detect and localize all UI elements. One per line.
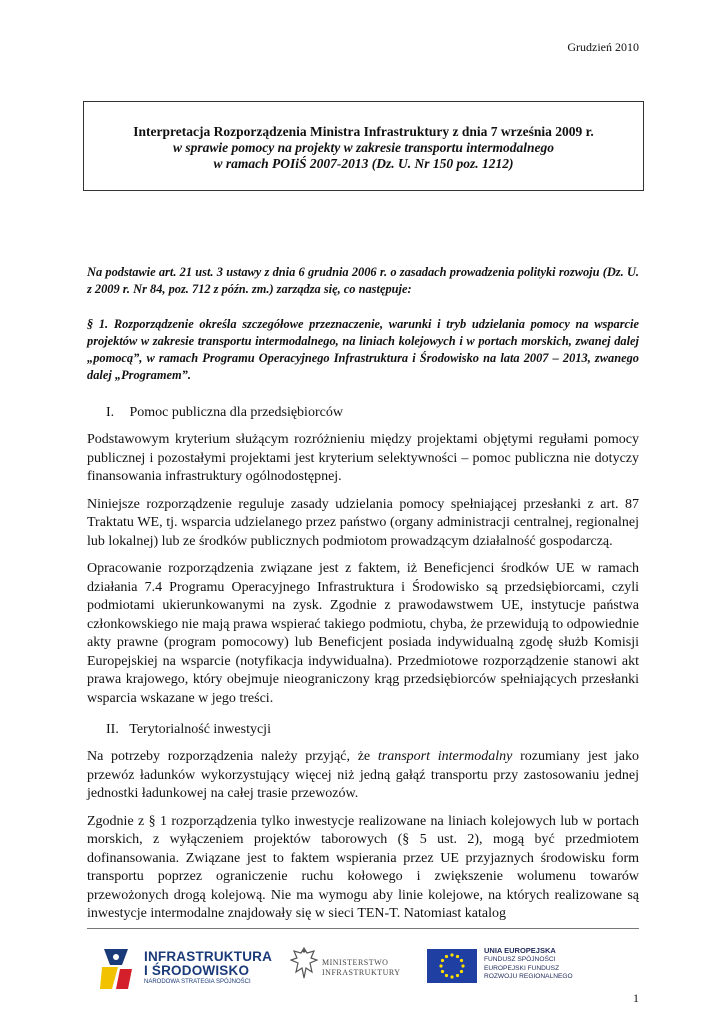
heading-text: Pomoc publiczna dla przedsiębiorców — [129, 405, 343, 420]
heading-territoriality — [106, 721, 639, 739]
eu-logo-text — [484, 946, 573, 982]
mi-line-2: INFRASTRUKTURY — [322, 968, 401, 977]
mi-line-1: MINISTERSTWO — [322, 958, 389, 967]
footer-divider — [87, 928, 639, 929]
eu-title: UNIA EUROPEJSKA — [484, 946, 556, 955]
heading-public-aid — [106, 404, 639, 422]
title-box — [83, 101, 644, 191]
heading-number: I. — [106, 405, 115, 420]
eu-fund-line-2: EUROPEJSKI FUNDUSZ — [484, 964, 560, 972]
section-1: § 1. Rozporządzenie określa szczegółowe przeznaczenie, warunki i tryb udzielania pomocy na wsparcie projektów w zakresie transportu intermodalnego, na liniach kolejowych i w portach morskich, zwanej dalej „pomocą”, w ramach Programu Operacyjnego Infrastruktura i Środowisko na lata 2007 – 2013, zwanego dalej „Programem”. — [87, 317, 639, 382]
text-span: Na potrzeby rozporządzenia należy przyjąć, że — [87, 749, 378, 764]
heading-number: II. — [106, 722, 119, 737]
title-line-1: Interpretacja Rozporządzenia Ministra Infrastruktury z dnia 7 września 2009 r. — [133, 124, 594, 139]
footer-logos — [90, 940, 640, 1000]
is-logo-subtitle: NARODOWA STRATEGIA SPÓJNOŚCI — [144, 979, 251, 985]
eu-fund-line-1: FUNDUSZ SPÓJNOŚCI — [484, 956, 556, 963]
is-emblem-icon — [98, 945, 134, 993]
eagle-emblem-icon — [290, 946, 318, 980]
eu-fund-line-3: ROZWOJU REGIONALNEGO — [484, 973, 573, 980]
paragraph: Podstawowym kryterium służącym rozróżnieniu między projektami objętymi regułami pomocy publicznej i pozostałymi projektami jest kryterium selektywności – pomoc publiczna nie dotyczy finansowania infrastruktury ogólnodostępnej. — [87, 432, 639, 484]
paragraph: Opracowanie rozporządzenia związane jest z faktem, iż Beneficjenci środków UE w ramach działania 7.4 Programu Operacyjnego Infrastruktura i Środowisko są przedsiębiorcami, czyli podmiotami ukierunkowanymi na zysk. Zgodnie z prawodawstwem UE, instytucje państwa członkowskiego nie mają prawa wspierać takiego podmiotu, chyba, że przewidują to odpowiednie akty prawne (program pomocowy) lub Beneficjent posiada indywidualną zgodę służb Komisji Europejskiej na wsparcie (notyfikacja indywidualna). Przedmiotowe rozporządzenie stanowi akt prawa krajowego, który obejmuje nieograniczony krąg przedsiębiorców spełniających przesłanki wsparcia wskazane w jego treści. — [87, 561, 639, 706]
emphasized-term: transport intermodalny — [377, 749, 513, 764]
paragraph — [87, 748, 639, 804]
title-line-2: w sprawie pomocy na projekty w zakresie transportu intermodalnego — [172, 140, 555, 155]
is-logo-title — [144, 950, 272, 978]
infrastruktura-srodowisko-logo — [90, 940, 273, 998]
eu-stars-icon — [427, 949, 477, 983]
eu-flag-icon — [427, 949, 477, 983]
paragraph: Niniejsze rozporządzenie reguluje zasady udzielania pomocy spełniającej przesłanki z art. 87 Traktatu WE, tj. wsparcia udzielanego przez państwo (organy administracji centralnej, regionalnej lub lokalnej) lub ze środków publicznych podmiotom prowadzącym działalność gospodarczą. — [87, 496, 639, 549]
is-logo-line-1: INFRASTRUKTURA — [144, 949, 273, 964]
ministerstwo-logo — [290, 946, 410, 992]
eu-logo — [427, 946, 642, 992]
text-span: rozumiany jest jako przewóz ładunków wykorzystujący więcej niż jedną gałąź transportu przy zastosowaniu jednej jednostki ładunkowej na całej trasie przewozów. — [87, 749, 639, 801]
ministerstwo-text — [322, 958, 401, 978]
is-logo-line-2: I ŚRODOWISKO — [144, 963, 250, 978]
page-number: 1 — [633, 991, 639, 1005]
heading-text: Terytorialność inwestycji — [129, 722, 271, 737]
title-line-3: w ramach POIiŚ 2007-2013 (Dz. U. Nr 150 poz. 1212) — [213, 156, 514, 171]
paragraph: Zgodnie z § 1 rozporządzenia tylko inwestycje realizowane na liniach kolejowych lub w portach morskich, z wyłączeniem projektów taborowych (§ 5 ust. 2), mogą być przedmiotem dofinansowania. Związane jest to faktem wspierania przez UE przyjaznych środowisku form transportu poprzez ograniczenie ruchu kołowego i zwiększenie wolumenu towarów przewożonych drogą kolejową. Nie ma wymogu aby linie kolejowe, na których realizowane są inwestycje intermodalne znajdowały się w sieci TEN-T. Natomiast katalog — [87, 813, 639, 921]
document-body — [87, 264, 639, 933]
legal-basis: Na podstawie art. 21 ust. 3 ustawy z dnia 6 grudnia 2006 r. o zasadach prowadzenia polityki rozwoju (Dz. U. z 2009 r. Nr 84, poz. 712 z późn. zm.) zarządza się, co następuje: — [87, 265, 639, 296]
document-date: Grudzień 2010 — [567, 40, 639, 54]
